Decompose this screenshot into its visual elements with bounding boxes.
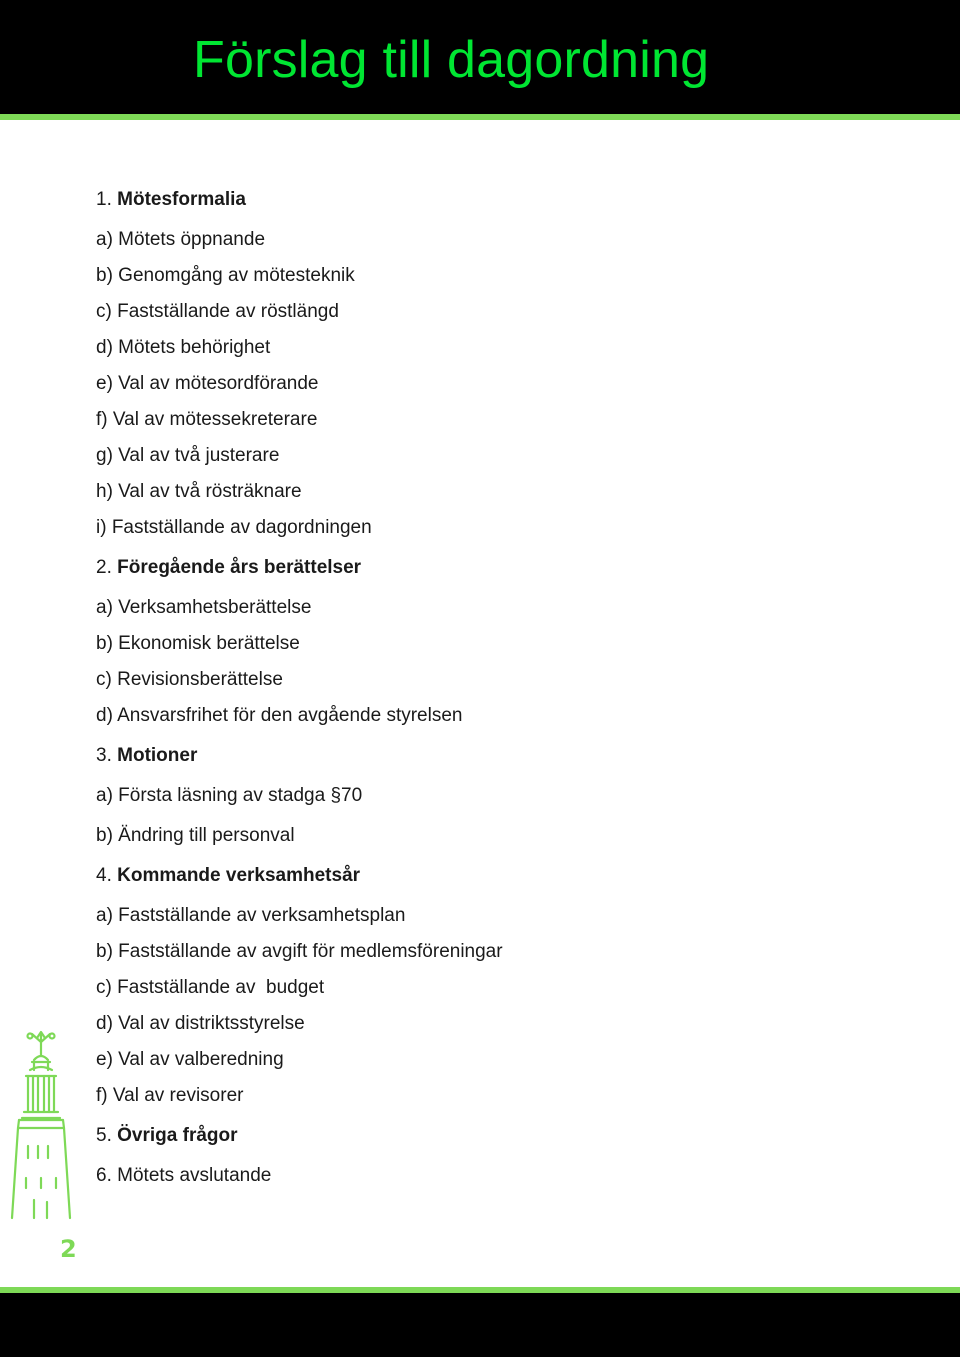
section-title: Föregående års berättelser [117, 557, 362, 578]
agenda-item: a) Verksamhetsberättelse [96, 597, 312, 618]
agenda-item: i) Fastställande av dagordningen [96, 517, 372, 538]
section-number: 1. [96, 189, 112, 210]
agenda-item: b) Fastställande av avgift för medlemsföreningar [96, 941, 503, 962]
agenda-item: c) Revisionsberättelse [96, 669, 283, 690]
section-number: 3. [96, 745, 112, 766]
section-heading [96, 1124, 238, 1148]
agenda-item: c) Fastställande av budget [96, 977, 325, 998]
section-title: Mötets avslutande [117, 1165, 272, 1186]
agenda-item: d) Ansvarsfrihet för den avgående styrelsen [96, 705, 463, 726]
page-number: 2 [60, 1235, 77, 1263]
agenda-item: g) Val av två justerare [96, 445, 280, 466]
section-number: 6. [96, 1165, 112, 1186]
section-heading [96, 556, 361, 580]
agenda-item: e) Val av mötesordförande [96, 373, 319, 394]
section-heading [96, 864, 360, 888]
agenda-item: b) Ändring till personval [96, 825, 295, 846]
agenda-item: c) Fastställande av röstlängd [96, 301, 339, 322]
section-heading [96, 1164, 271, 1188]
header-stripe [0, 114, 960, 120]
agenda-item: f) Val av revisorer [96, 1085, 244, 1106]
agenda-item: a) Fastställande av verksamhetsplan [96, 905, 406, 926]
section-heading [96, 744, 197, 768]
agenda-item: a) Mötets öppnande [96, 229, 266, 250]
agenda-item: h) Val av två rösträknare [96, 481, 302, 502]
section-number: 5. [96, 1125, 112, 1146]
page-title: Förslag till dagordning [193, 31, 710, 89]
agenda-item: d) Val av distriktsstyrelse [96, 1013, 305, 1034]
section-title: Motioner [117, 745, 198, 766]
section-title: Övriga frågor [117, 1125, 238, 1146]
agenda-item: d) Mötets behörighet [96, 337, 271, 358]
city-hall-tower-icon [4, 1028, 78, 1222]
section-title: Kommande verksamhetsår [117, 865, 361, 886]
agenda-item: b) Genomgång av mötesteknik [96, 265, 355, 286]
section-heading [96, 188, 246, 212]
agenda-item: a) Första läsning av stadga §70 [96, 785, 363, 806]
agenda-item: b) Ekonomisk berättelse [96, 633, 300, 654]
section-title: Mötesformalia [117, 189, 246, 210]
agenda-item: f) Val av mötessekreterare [96, 409, 318, 430]
footer-band [0, 1293, 960, 1357]
section-number: 2. [96, 557, 112, 578]
agenda-item: e) Val av valberedning [96, 1049, 284, 1070]
section-number: 4. [96, 865, 112, 886]
